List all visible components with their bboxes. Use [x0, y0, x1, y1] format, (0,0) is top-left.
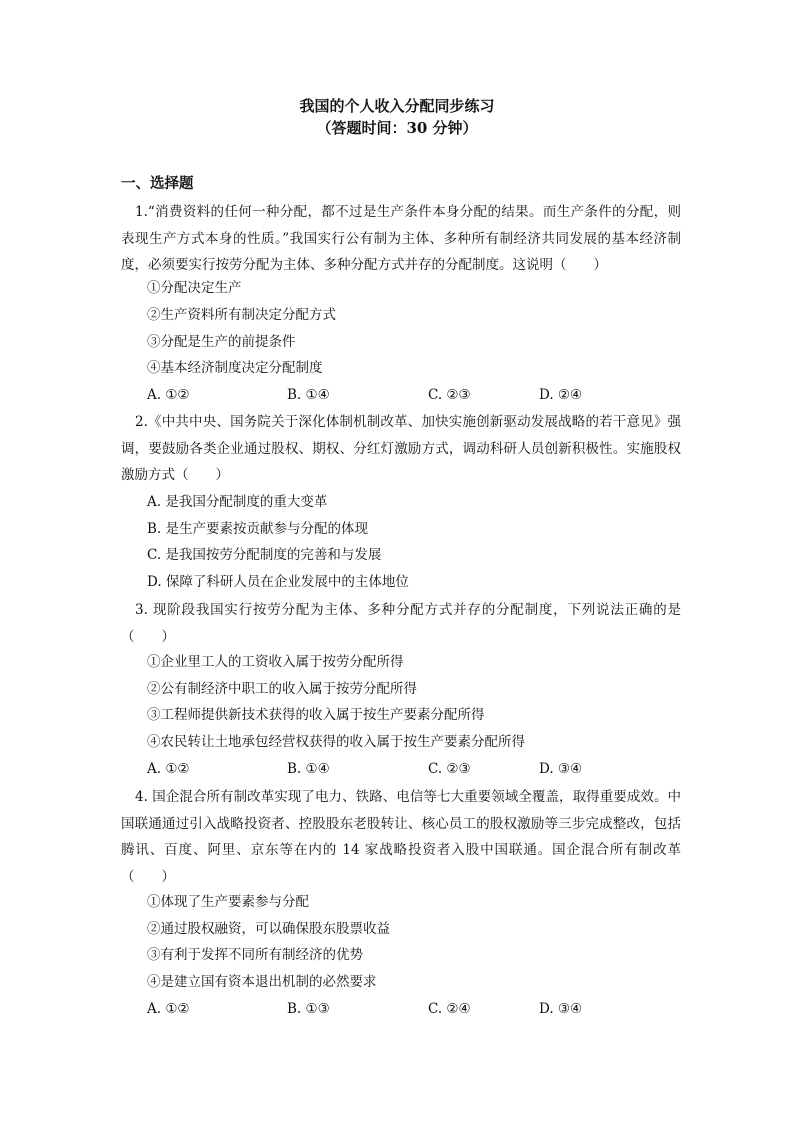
question-1-item-2: ②生产资料所有制决定分配方式	[147, 307, 336, 323]
question-1-choices	[147, 384, 667, 406]
question-1-stem: 1.“消费资料的任何一种分配，都不过是生产条件本身分配的结果。而生产条件的分配，则表现生产方式本身的性质。”我国实行公有制为主体、多种所有制经济共同发展的基本经济制度，必须要实行按劳分配为主体、多种分配方式并存的分配制度。这说明（ ）	[121, 204, 681, 274]
question-3-choice-d: D. ③④	[539, 761, 583, 777]
question-1-choice-d: D. ②④	[539, 387, 583, 403]
question-2-option-b: B. 是生产要素按贡献参与分配的体现	[147, 521, 369, 537]
page-title: 我国的个人收入分配同步练习	[299, 97, 495, 115]
question-1-item-1: ①分配决定生产	[147, 280, 242, 296]
question-2-option-d: D. 保障了科研人员在企业发展中的主体地位	[147, 574, 409, 590]
question-1-item-4: ④基本经济制度决定分配制度	[147, 360, 323, 376]
question-4-item-3: ③有利于发挥不同所有制经济的优势	[147, 947, 363, 963]
question-2-stem: 2.《中共中央、国务院关于深化体制机制改革、加快实施创新驱动发展战略的若干意见》强调，要鼓励各类企业通过股权、期权、分红灯激励方式，调动科研人员创新积极性。实施股权激励方式（ ）	[121, 414, 681, 484]
question-4-item-2: ②通过股权融资，可以确保股东股票收益	[147, 921, 390, 937]
question-1-item-3: ③分配是生产的前提条件	[147, 334, 296, 350]
question-2-option-a: A. 是我国分配制度的重大变革	[147, 494, 328, 510]
question-4-choice-a: A. ①②	[147, 1001, 190, 1017]
question-4-choices	[147, 998, 667, 1020]
question-4-item-1: ①体现了生产要素参与分配	[147, 894, 309, 910]
question-3-choice-b: B. ①④	[287, 761, 330, 777]
question-1-choice-a: A. ①②	[147, 387, 190, 403]
question-4-choice-d: D. ③④	[539, 1001, 583, 1017]
question-1-choice-c: C. ②③	[428, 387, 471, 403]
question-3-item-3: ③工程师提供新技术获得的收入属于按生产要素分配所得	[147, 707, 485, 723]
question-3-stem: 3. 现阶段我国实行按劳分配为主体、多种分配方式并存的分配制度，下列说法正确的是（ ）	[121, 602, 681, 645]
question-3-item-2: ②公有制经济中职工的收入属于按劳分配所得	[147, 681, 417, 697]
page-subtitle: （答题时间：30 分钟）	[316, 119, 478, 137]
question-4-choice-c: C. ②④	[428, 1001, 471, 1017]
question-4-stem: 4. 国企混合所有制改革实现了电力、铁路、电信等七大重要领域全覆盖，取得重要成效。中国联通通过引入战略投资者、控股股东老股转让、核心员工的股权激励等三步完成整改，包括腾讯、百度、阿里、京东等在内的 14 家战略投资者入股中国联通。国企混合所有制改革（ ）	[121, 789, 681, 885]
section-heading: 一、选择题	[121, 175, 194, 192]
question-3-choice-c: C. ②③	[428, 761, 471, 777]
question-4-item-4: ④是建立国有资本退出机制的必然要求	[147, 974, 377, 990]
question-4-choice-b: B. ①③	[287, 1001, 330, 1017]
question-3-item-4: ④农民转让土地承包经营权获得的收入属于按生产要素分配所得	[147, 734, 525, 750]
question-1-choice-b: B. ①④	[287, 387, 330, 403]
question-3-choices	[147, 758, 667, 780]
question-3-choice-a: A. ①②	[147, 761, 190, 777]
question-3-item-1: ①企业里工人的工资收入属于按劳分配所得	[147, 654, 404, 670]
question-2-option-c: C. 是我国按劳分配制度的完善和与发展	[147, 547, 382, 563]
